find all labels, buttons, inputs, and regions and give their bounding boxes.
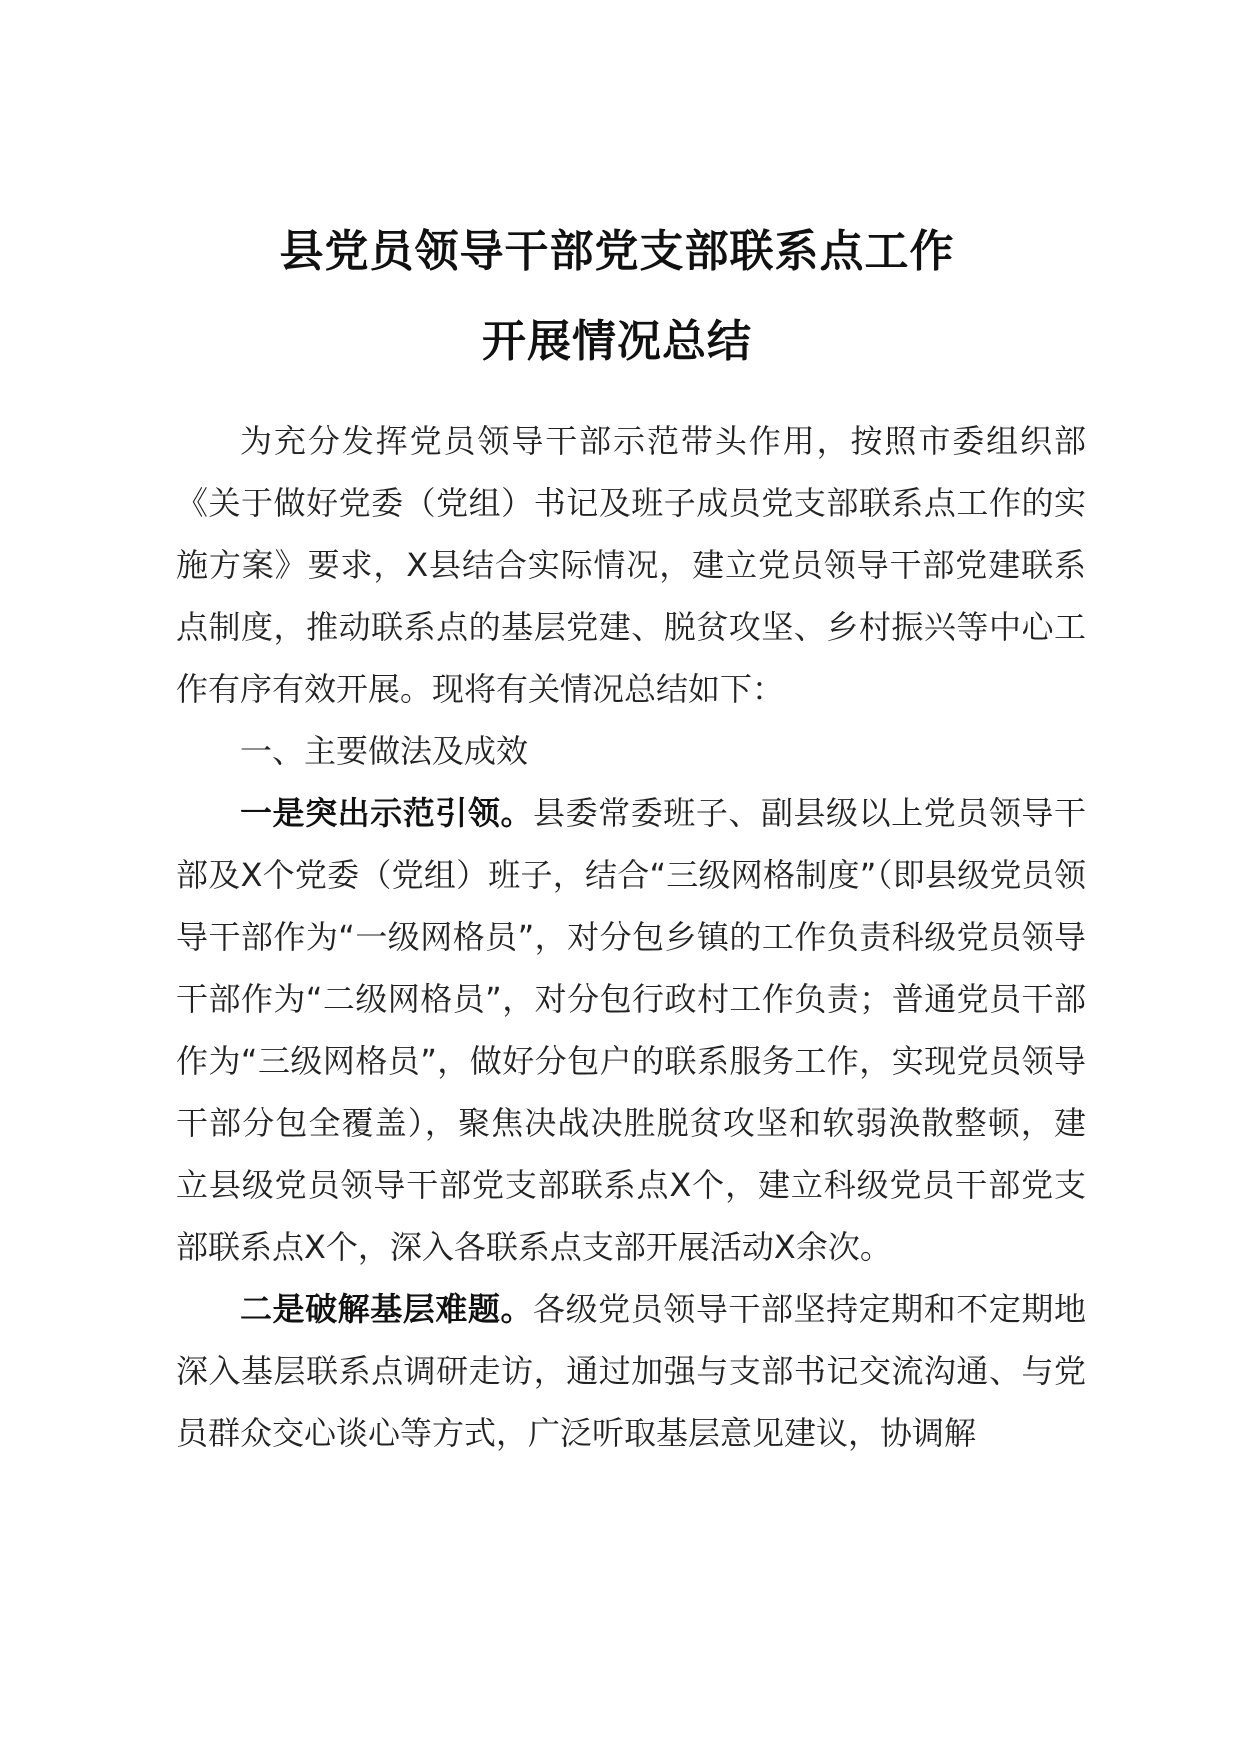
item-1-paragraph [176,782,1086,1278]
item-1-lead: 一是突出示范引领。 [240,794,534,832]
item-2-lead: 二是破解基层难题。 [240,1290,534,1328]
item-2-paragraph [176,1278,1086,1464]
document-title-line-1: 县党员领导干部党支部联系点工作 [279,226,955,277]
intro-paragraph: 为充分发挥党员领导干部示范带头作用，按照市委组织部《关于做好党委（党组）书记及班子成员党支部联系点工作的实施方案》要求，X县结合实际情况，建立党员领导干部党建联系点制度，推动联系点的基层党建、脱贫攻坚、乡村振兴等中心工作有序有效开展。现将有关情况总结如下： [176,422,1086,708]
document-body [176,410,1086,1464]
section-heading: 一、主要做法及成效 [240,732,529,770]
item-2-body: 各级党员领导干部坚持定期和不定期地深入基层联系点调研走访，通过加强与支部书记交流沟通、与党员群众交心谈心等方式，广泛听取基层意见建议，协调解 [176,1290,1086,1452]
item-1-body: 县委常委班子、副县级以上党员领导干部及X个党委（党组）班子，结合“三级网格制度”（即县级党员领导干部作为“一级网格员”，对分包乡镇的工作负责科级党员领导干部作为“二级网格员”，对分包行政村工作负责；普通党员干部作为“三级网格员”，做好分包户的联系服务工作，实现党员领导干部分包全覆盖），聚焦决战决胜脱贫攻坚和软弱涣散整顿，建立县级党员领导干部党支部联系点X个，建立科级党员干部党支部联系点X个，深入各联系点支部开展活动X余次。 [176,794,1086,1266]
document-title-line-2: 开展情况总结 [482,316,752,367]
